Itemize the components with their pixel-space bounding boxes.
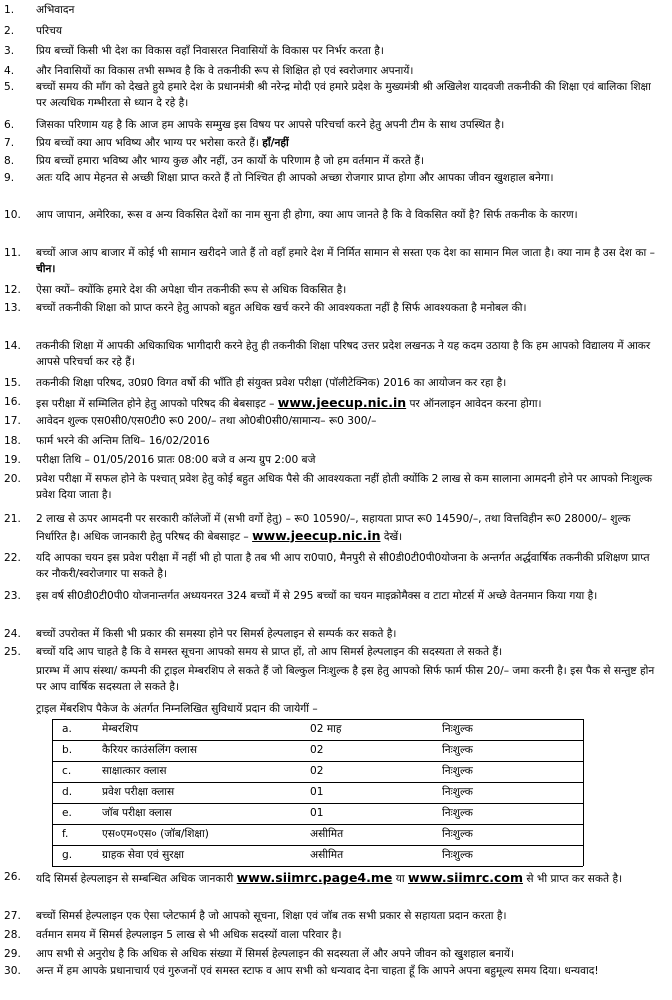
item-number: 11. <box>4 247 21 259</box>
facility-name: मेम्बरशिप <box>102 723 139 735</box>
list-item <box>0 645 672 663</box>
item-number: 22. <box>4 552 21 564</box>
item-text: ऐसा क्यों– क्योंकि हमारे देश की अपेक्षा चीन तकनीकी रूप से अधिक विकसित है। <box>36 284 347 296</box>
list-item <box>0 246 672 282</box>
item-text: आप जापान, अमेरिका, रूस व अन्य विकसित देशों का नाम सुना ही होगा, क्या आप जानते है कि वे विकसित क्यों है? सिर्फ तकनीक के कारण। <box>36 209 578 221</box>
facility-fee: निःशुल्क <box>442 723 473 735</box>
item-number: 10. <box>4 209 21 221</box>
item-number: 20. <box>4 473 21 485</box>
list-item <box>0 414 672 432</box>
table-row <box>0 743 672 761</box>
item-text: बच्चों सिमर्स हेल्पलाइन एक ऐसा प्लेटफार्म है जो आपको सूचना, शिक्षा एवं जॉब तक सभी प्रकार से सहायता प्रदान करता है। <box>36 910 507 922</box>
jeecup-link[interactable]: www.jeecup.nic.in <box>252 527 381 543</box>
item-text: ट्राइल मेंबरशिप पैकेज के अंतर्गत निम्नलिखित सुविधायें प्रदान की जायेगीं – <box>36 703 318 715</box>
item-number: 4. <box>4 65 15 77</box>
list-item <box>0 928 672 946</box>
list-item <box>0 453 672 471</box>
facility-fee: निःशुल्क <box>442 849 473 861</box>
facility-duration: असीमित <box>310 828 344 840</box>
item-text: आवेदन शुल्क एस0सी0/एस0टी0 रू0 200/– तथा ओ0बी0सी0/सामान्य– रू0 300/– <box>36 415 377 427</box>
table-row <box>0 785 672 803</box>
list-item <box>0 171 672 207</box>
facility-fee: निःशुल्क <box>442 744 473 756</box>
list-item <box>0 283 672 301</box>
item-text: बच्चों यदि आप चाहते है कि वे समस्त सूचना आपको समय से प्राप्त हों, तो आप सिमर्स हेल्पलाइन की सदस्यता ले सकते हैं। <box>36 646 503 658</box>
item-number: 2. <box>4 25 15 37</box>
item-text: बच्चों उपरोक्त में किसी भी प्रकार की समस्या होने पर सिमर्स हेल्पलाइन से सम्पर्क कर सकते है। <box>36 628 397 640</box>
list-item <box>0 154 672 172</box>
facility-duration: असीमित <box>310 849 344 861</box>
item-number: 18. <box>4 435 21 447</box>
facility-name: एस०एम०एस० (जॉब/शिक्षा) <box>102 828 209 840</box>
item-number: 6. <box>4 119 15 131</box>
list-item <box>0 395 672 413</box>
item-text: और निवासियों का विकास तभी सम्भव है कि वे तकनीकी रूप से शिक्षित हो एवं स्वरोजगार अपनायें। <box>36 65 414 77</box>
list-item-continuation <box>0 702 672 720</box>
list-item <box>0 118 672 136</box>
item-number: 25. <box>4 646 21 658</box>
list-item <box>0 627 672 645</box>
item-text: बच्चों समय की माँग को देखते हुये हमारे देश के प्रधानमंत्री श्री नरेन्द्र मोदी एवं हमारे प्रदेश के मुख्यमंत्री श्री अखिलेश यादवजी तकनीकी की शिक्षा एवं बालिका शिक्षा पर अत्यधिक गम्भीरता से ध्यान दे रहे है। <box>36 81 651 109</box>
table-row <box>0 848 672 866</box>
list-item <box>0 551 672 587</box>
table-row <box>0 806 672 824</box>
item-text: अतः यदि आप मेहनत से अच्छी शिक्षा प्राप्त करते हैं तो निश्चित ही आपको अच्छा रोजगार प्राप्त होगा और आपका जीवन खुशहाल बनेगा। <box>36 172 554 184</box>
item-number: 30. <box>4 965 21 977</box>
list-item <box>0 301 672 337</box>
item-text: यदि आपका चयन इस प्रवेश परीक्षा में नहीं भी हो पाता है तब भी आप रा0पा0, मैनपुरी से सी0डी0टी0पी0योजना के अन्तर्गत अर्द्धवार्षिक तकनीकी प्रशिक्षण प्राप्त कर नौकरी/स्वरोजगार पा सकते है। <box>36 552 650 580</box>
facility-fee: निःशुल्क <box>442 786 473 798</box>
list-item <box>0 208 672 244</box>
item-number: 5. <box>4 81 15 93</box>
item-number: 7. <box>4 137 15 149</box>
item-text: प्रिय बच्चों हमारा भविष्य और भाग्य कुछ और नहीं, उन कार्यो के परिणाम है जो हम वर्तमान में करते हैं। <box>36 155 424 167</box>
country-answer: चीन। <box>36 262 56 275</box>
list-item <box>0 376 672 394</box>
list-item <box>0 44 672 62</box>
item-number: 16. <box>4 396 21 408</box>
facility-duration: 02 माह <box>310 723 342 735</box>
list-item <box>0 80 672 116</box>
item-number: 14. <box>4 340 21 352</box>
item-number: 27. <box>4 910 21 922</box>
item-number: 19. <box>4 454 21 466</box>
item-number: 17. <box>4 415 21 427</box>
table-row <box>0 764 672 782</box>
list-item <box>0 512 672 548</box>
facility-fee: निःशुल्क <box>442 807 473 819</box>
item-text: जिसका परिणाम यह है कि आज हम आपके सम्मुख इस विषय पर आपसे परिचर्चा करने हेतु अपनी टीम के साथ उपस्थित है। <box>36 119 505 131</box>
siimrc-link[interactable]: www.siimrc.com <box>408 870 524 885</box>
facility-name: प्रवेश परीक्षा क्लास <box>102 786 175 798</box>
row-key: a. <box>62 723 72 735</box>
row-key: d. <box>62 786 73 798</box>
item-text: फार्म भरने की अन्तिम तिथि– 16/02/2016 <box>36 435 210 447</box>
list-item <box>0 136 672 154</box>
item-text: प्रिय बच्चों क्या आप भविष्य और भाग्य पर भरोसा करते हैं। हाँ/नहीं <box>36 137 289 149</box>
item-text: इस वर्ष सी0डी0टी0पी0 योजनान्तर्गत अध्ययनरत 324 बच्चों में से 295 बच्चों का चयन माइक्रोमैक्स व टाटा मोटर्स में अच्छे वेतनमान किया गया है। <box>36 590 598 602</box>
item-number: 21. <box>4 513 21 525</box>
item-text: यदि सिमर्स हेल्पलाइन से सम्बन्धित अधिक जानकारी www.siimrc.page4.me या www.siimrc.com से भी प्राप्त कर सकते है। <box>36 870 623 885</box>
list-item <box>0 472 672 508</box>
list-item <box>0 947 672 965</box>
facility-duration: 01 <box>310 786 324 798</box>
item-number: 8. <box>4 155 15 167</box>
jeecup-link[interactable]: www.jeecup.nic.in <box>277 395 407 410</box>
table-row <box>0 722 672 740</box>
item-text: प्रारम्भ में आप संस्था/ कम्पनी की ट्राइल मेम्बरशिप ले सकते हैं जो बिल्कुल निःशुल्क है इस हेतु आपको सिर्फ फार्म फीस 20/– जमा करनी है। इस पैक से सन्तुष्ट होन पर आप वार्षिक सदस्यता ले सकते है। <box>36 665 655 693</box>
list-item <box>0 589 672 625</box>
item-number: 24. <box>4 628 21 640</box>
item-text: 2 लाख से ऊपर आमदनी पर सरकारी कॉलेजों में (सभी वर्गो हेतु) – रू0 10590/–, सहायता प्राप्त रू0 14590/–, तथा वित्तविहीन रू0 28000/– शुल्क निर्धारित है। अधिक जानकारी हेतु परिषद की बेबसाइट – www.jeecup.nic.in देखें। <box>36 513 631 543</box>
table-row <box>0 827 672 845</box>
item-text: तकनीकी शिक्षा में आपकी अधिकाधिक भागीदारी करने हेतु ही तकनीकी शिक्षा परिषद उत्तर प्रदेश लखनऊ ने यह कदम उठाया है कि हम आपको विद्यालय में आकर आपसे परिचर्चा कर रहे हैं। <box>36 340 651 368</box>
item-number: 26. <box>4 871 21 883</box>
list-item <box>0 24 672 42</box>
siimrc-page4-link[interactable]: www.siimrc.page4.me <box>236 870 393 885</box>
item-text: बच्चों आज आप बाजार में कोई भी सामान खरीदने जाते हैं तो वहाँ हमारे देश में निर्मित सामान से सस्ता एक देश का सामान मिल जाता है। क्या नाम है उस देश का – चीन। <box>36 247 655 275</box>
facility-name: ग्राहक सेवा एवं सुरक्षा <box>102 849 184 861</box>
item-number: 28. <box>4 929 21 941</box>
item-number: 15. <box>4 377 21 389</box>
item-number: 3. <box>4 45 15 57</box>
facility-name: साक्षात्कार क्लास <box>102 765 167 777</box>
row-key: g. <box>62 849 73 861</box>
list-item <box>0 909 672 927</box>
list-item <box>0 434 672 452</box>
item-number: 12. <box>4 284 21 296</box>
item-text: परीक्षा तिथि – 01/05/2016 प्रातः 08:00 बजे व अन्य ग्रुप 2:00 बजे <box>36 454 316 466</box>
list-item-continuation <box>0 664 672 700</box>
item-text: अन्त में हम आपके प्रधानाचार्य एवं गुरुजनों एवं समस्त स्टाफ व आप सभी को धन्यवाद देना चाहता हूँ कि आपने अपना बहुमूल्य समय दिया। धन्यवाद! <box>36 965 599 977</box>
row-key: e. <box>62 807 72 819</box>
list-item <box>0 3 672 21</box>
row-key: f. <box>62 828 69 840</box>
facility-duration: 01 <box>310 807 324 819</box>
list-item <box>0 870 672 906</box>
item-text: परिचय <box>36 25 62 37</box>
item-text: अभिवादन <box>36 4 75 16</box>
yes-no-answer: हाँ/नहीं <box>262 137 289 149</box>
row-key: b. <box>62 744 73 756</box>
item-number: 9. <box>4 172 15 184</box>
facility-fee: निःशुल्क <box>442 765 473 777</box>
facility-fee: निःशुल्क <box>442 828 473 840</box>
item-text: आप सभी से अनुरोध है कि अधिक से अधिक संख्या में सिमर्स हेल्पलाइन की सदस्यता लें और अपने जीवन को खुशहाल बनायें। <box>36 948 515 960</box>
item-number: 29. <box>4 948 21 960</box>
item-text: बच्चों तकनीकी शिक्षा को प्राप्त करने हेतु आपको बहुत अधिक खर्च करने की आवश्यकता नहीं है सिर्फ आवश्यकता है मनोबल की। <box>36 302 527 314</box>
item-text: इस परीक्षा में सम्मिलित होने हेतु आपको परिषद की बेबसाइट – www.jeecup.nic.in पर ऑनलाइन आवेदन करना होगा। <box>36 395 542 410</box>
item-text: प्रिय बच्चों किसी भी देश का विकास वहाँ निवासरत निवासियों के विकास पर निर्भर करता है। <box>36 45 384 57</box>
facility-duration: 02 <box>310 744 324 756</box>
list-item <box>0 964 672 1000</box>
list-item <box>0 339 672 375</box>
item-number: 1. <box>4 4 15 16</box>
item-text: तकनीकी शिक्षा परिषद, उ0प्र0 विगत वर्षो की भाँति ही संयुक्त प्रवेश परीक्षा (पॉलीटेक्निक) 2016 का आयोजन कर रहा है। <box>36 377 507 389</box>
item-number: 13. <box>4 302 21 314</box>
item-text: वर्तमान समय में सिमर्स हेल्पलाइन 5 लाख से भी अधिक सदस्यों वाला परिवार है। <box>36 929 342 941</box>
facility-name: कैरियर काउंसलिंग क्लास <box>102 744 198 756</box>
item-text: प्रवेश परीक्षा में सफल होने के पश्चात् प्रवेश हेतु कोई बहुत अधिक पैसे की आवश्यकता नहीं होती क्योंकि 2 लाख से कम सालाना आमदनी होने पर आपको निःशुल्क प्रवेश दिया जाता है। <box>36 473 653 501</box>
facility-name: जॉब परीक्षा क्लास <box>102 807 172 819</box>
row-key: c. <box>62 765 72 777</box>
item-number: 23. <box>4 590 21 602</box>
facility-duration: 02 <box>310 765 324 777</box>
